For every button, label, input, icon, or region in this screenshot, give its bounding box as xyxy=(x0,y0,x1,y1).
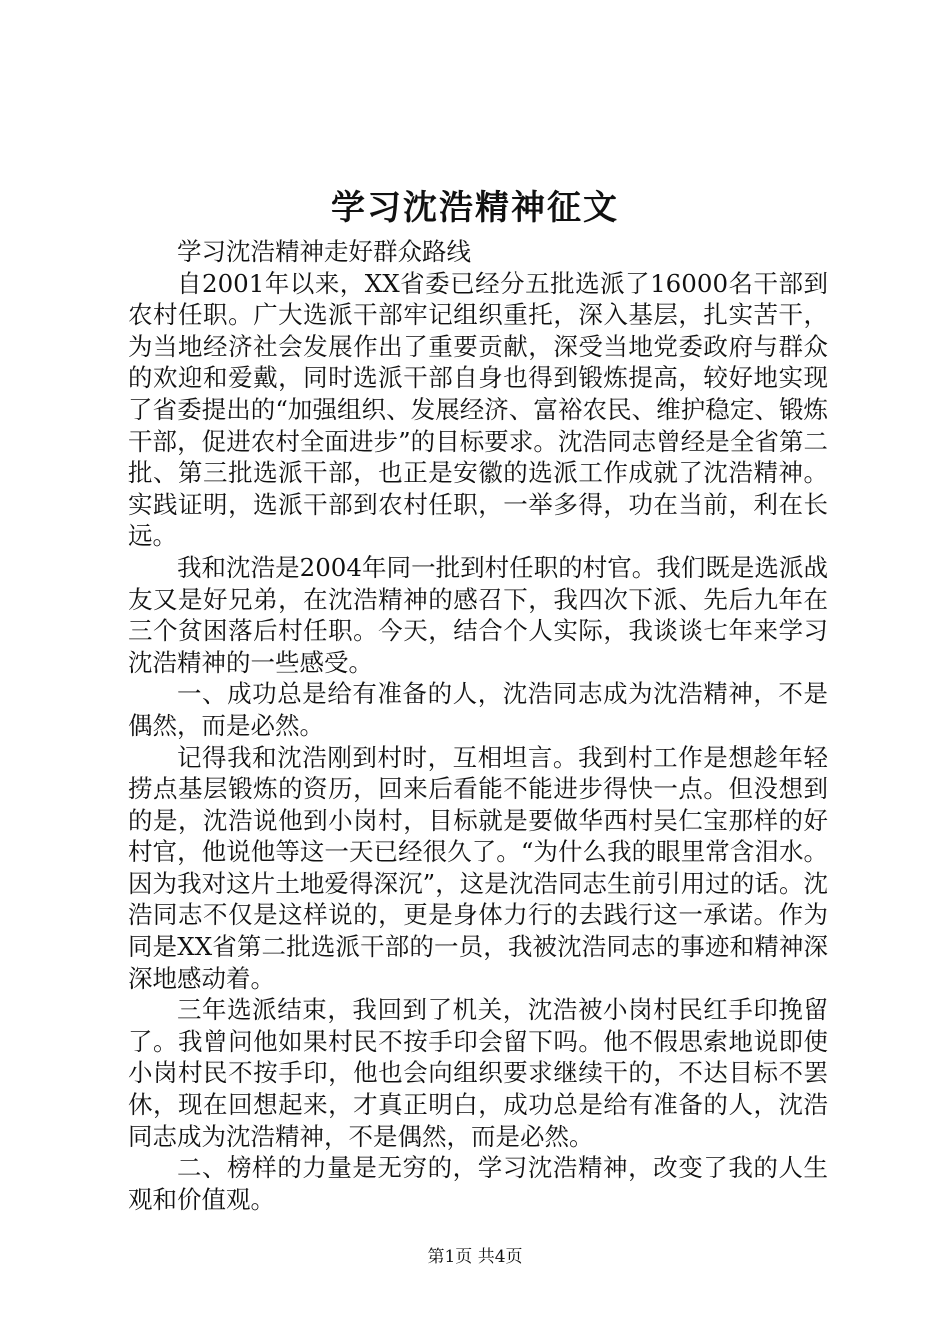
paragraph-return: 三年选派结束，我回到了机关，沈浩被小岗村民红手印挽留了。我曾问他如果村民不按手印会留下吗。他不假思索地说即使小岗村民不按手印，他也会向组织要求继续干的，不达目标不罢休，现在回想起来，才真正明白，成功总是给有准备的人，沈浩同志成为沈浩精神，不是偶然，而是必然。 xyxy=(128,995,828,1151)
section-heading-1: 一、成功总是给有准备的人，沈浩同志成为沈浩精神，不是偶然，而是必然。 xyxy=(128,679,828,740)
page-number-footer: 第1页 共4页 xyxy=(427,1247,523,1267)
subtitle-paragraph: 学习沈浩精神走好群众路线 xyxy=(177,237,471,266)
paragraph-intro: 自2001年以来，XX省委已经分五批选派了16000名干部到农村任职。广大选派干部牢记组织重托，深入基层，扎实苦干，为当地经济社会发展作出了重要贡献，深受当地党委政府与群众的欢迎和爱戴，同时选派干部自身也得到锻炼提高，较好地实现了省委提出的“加强组织、发展经济、富裕农民、维护稳定、锻炼干部，促进农村全面进步”的目标要求。沈浩同志曾经是全省第二批、第三批选派干部，也正是安徽的选派工作成就了沈浩精神。实践证明，选派干部到农村任职，一举多得，功在当前，利在长远。 xyxy=(128,268,828,551)
paragraph-background: 我和沈浩是2004年同一批到村任职的村官。我们既是选派战友又是好兄弟，在沈浩精神的感召下，我四次下派、先后九年在三个贫困落后村任职。今天，结合个人实际，我谈谈七年来学习沈浩精神的一些感受。 xyxy=(128,552,828,677)
document-body xyxy=(128,236,828,1215)
section-heading-2: 二、榜样的力量是无穷的，学习沈浩精神，改变了我的人生观和价值观。 xyxy=(128,1153,828,1214)
document-title: 学习沈浩精神征文 xyxy=(331,188,619,228)
paragraph-memory: 记得我和沈浩刚到村时，互相坦言。我到村工作是想趁年轻捞点基层锻炼的资历，回来后看能不能进步得快一点。但没想到的是，沈浩说他到小岗村，目标就是要做华西村吴仁宝那样的好村官，他说他等这一天已经很久了。“为什么我的眼里常含泪水。因为我对这片土地爱得深沉”，这是沈浩同志生前引用过的话。沈浩同志不仅是这样说的，更是身体力行的去践行这一承诺。作为同是XX省第二批选派干部的一员，我被沈浩同志的事迹和精神深深地感动着。 xyxy=(128,742,828,993)
